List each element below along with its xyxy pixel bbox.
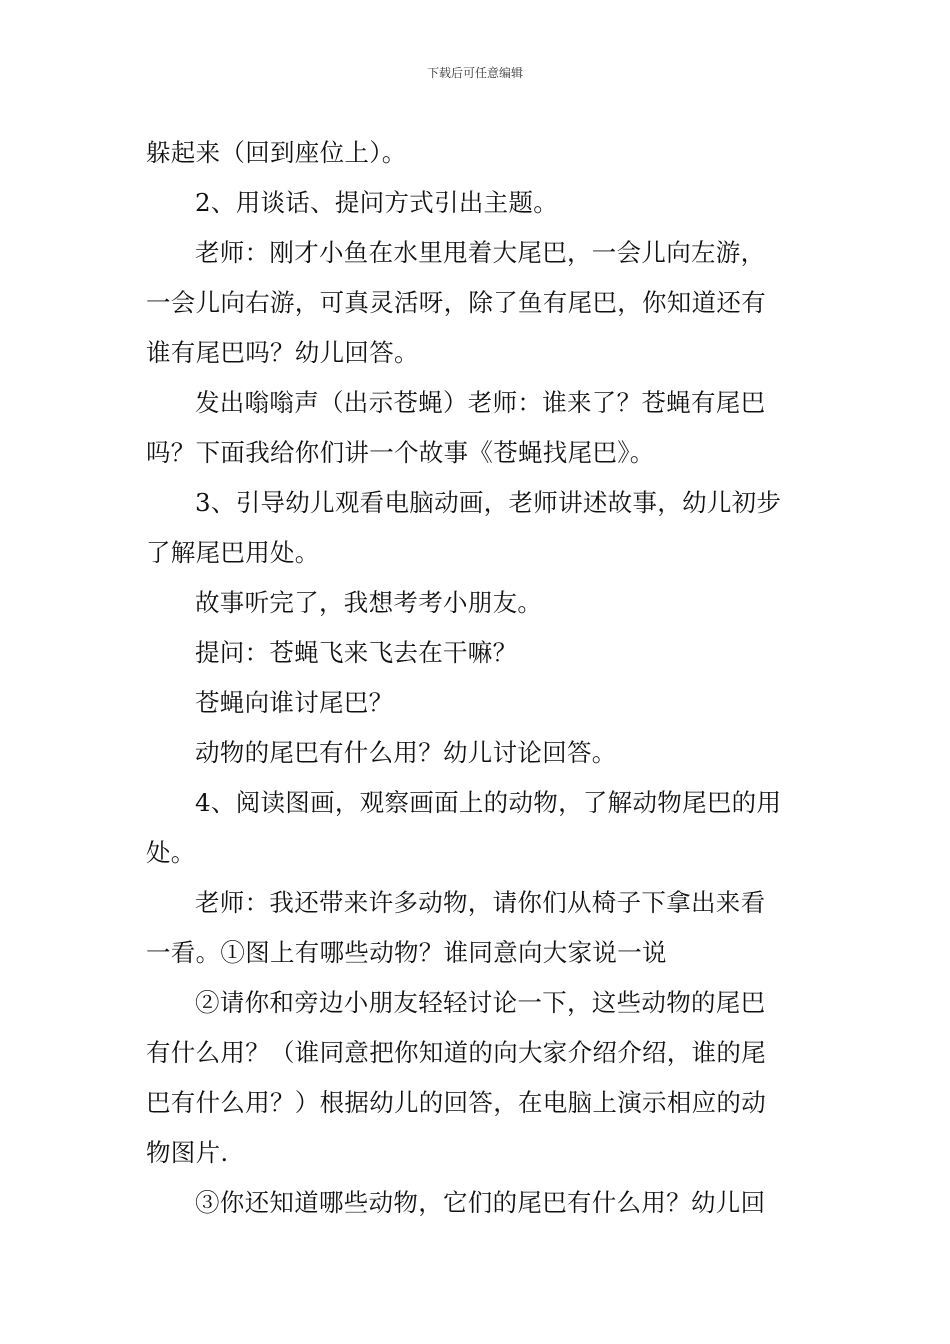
text-line: 3、引导幼儿观看电脑动画，老师讲述故事，幼儿初步: [195, 488, 782, 517]
text-line: 动物的尾巴有什么用？幼儿讨论回答。: [195, 738, 617, 767]
text-line: 故事听完了，我想考考小朋友。: [195, 588, 543, 617]
text-line: 有什么用？（谁同意把你知道的向大家介绍介绍，谁的尾: [146, 1038, 766, 1067]
text-line: ③你还知道哪些动物，它们的尾巴有什么用？幼儿回: [195, 1188, 766, 1217]
text-line: 老师：刚才小鱼在水里甩着大尾巴，一会儿向左游，: [195, 238, 766, 267]
text-line: 2、用谈话、提问方式引出主题。: [195, 188, 559, 217]
text-line: 了解尾巴用处。: [146, 538, 320, 567]
text-line: 一会儿向右游，可真灵活呀，除了鱼有尾巴，你知道还有: [146, 288, 766, 317]
text-line: 苍蝇向谁讨尾巴？: [195, 688, 394, 717]
text-line: ②请你和旁边小朋友轻轻讨论一下，这些动物的尾巴: [195, 988, 766, 1017]
text-line: 4、阅读图画，观察画面上的动物，了解动物尾巴的用: [195, 788, 782, 817]
text-line: 谁有尾巴吗？幼儿回答。: [146, 338, 419, 367]
text-line: 一看。①图上有哪些动物？谁同意向大家说一说: [146, 938, 667, 967]
text-line: 巴有什么用？）根据幼儿的回答，在电脑上演示相应的动: [146, 1088, 766, 1117]
text-line: 躲起来（回到座位上）。: [146, 138, 407, 167]
text-line: 吗？下面我给你们讲一个故事《苍蝇找尾巴》。: [146, 438, 655, 467]
text-line: 发出嗡嗡声（出示苍蝇）老师：谁来了？苍蝇有尾巴: [195, 388, 766, 417]
text-line: 老师：我还带来许多动物，请你们从椅子下拿出来看: [195, 888, 766, 917]
text-line: 物图片.: [146, 1138, 229, 1167]
text-line: 提问：苍蝇飞来飞去在干嘛？: [195, 638, 518, 667]
page-header: 下载后可任意编辑: [426, 66, 523, 80]
text-line: 处。: [146, 838, 196, 867]
